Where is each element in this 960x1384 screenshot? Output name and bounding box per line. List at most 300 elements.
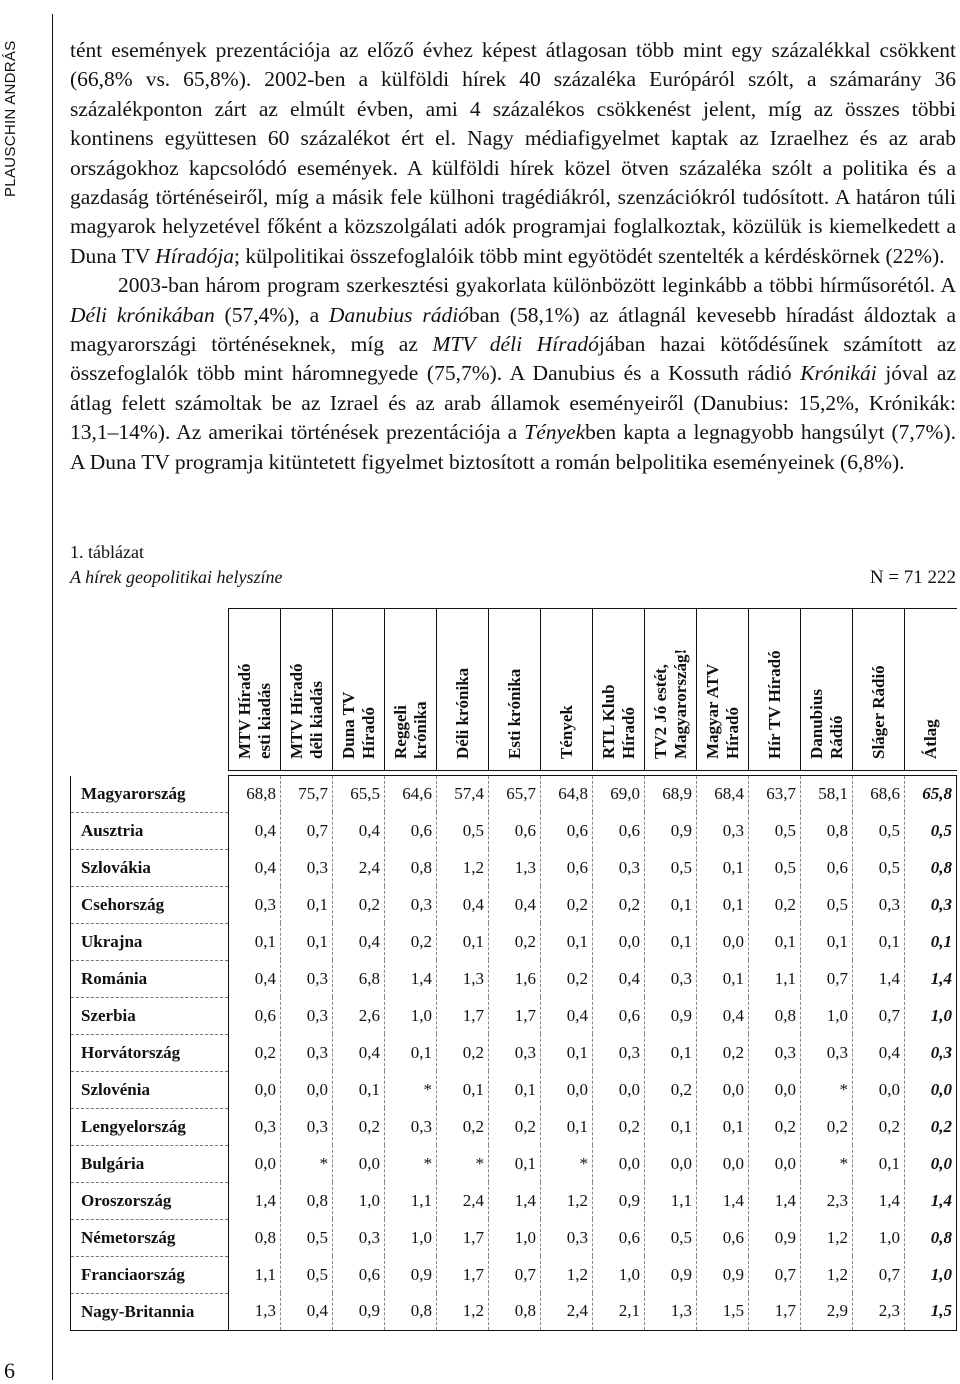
column-header-line: déli kiadás — [306, 681, 326, 759]
table-row — [71, 923, 957, 960]
value-cell: 2,6 — [333, 997, 385, 1034]
value-cell: 0,1 — [229, 923, 281, 960]
value-cell: 0,2 — [853, 1108, 905, 1145]
value-cell: 65,5 — [333, 776, 385, 813]
value-cell: * — [801, 1071, 853, 1108]
value-cell: 0,6 — [229, 997, 281, 1034]
country-cell: Horvátország — [71, 1034, 229, 1071]
value-cell: 0,7 — [489, 1256, 541, 1293]
column-header-line: TV2 Jó estét, — [650, 664, 670, 759]
value-cell: 0,9 — [645, 1256, 697, 1293]
value-cell: 0,3 — [385, 886, 437, 923]
value-cell: 0,7 — [749, 1256, 801, 1293]
value-cell: 0,1 — [541, 923, 593, 960]
value-cell: 1,2 — [541, 1256, 593, 1293]
value-cell: 1,1 — [229, 1256, 281, 1293]
value-cell: 0,4 — [281, 1293, 333, 1330]
value-cell: 0,0 — [645, 1145, 697, 1182]
value-cell: 0,0 — [697, 923, 749, 960]
column-header-label — [505, 609, 525, 759]
value-cell: 0,3 — [281, 997, 333, 1034]
column-header-label — [391, 609, 431, 759]
value-cell: 0,3 — [645, 960, 697, 997]
table-row — [71, 1256, 957, 1293]
column-header-line: Hír TV Híradó — [764, 650, 784, 759]
value-cell: * — [437, 1145, 489, 1182]
value-cell: 0,3 — [281, 849, 333, 886]
value-cell: * — [385, 1145, 437, 1182]
value-cell: 0,3 — [229, 1108, 281, 1145]
value-cell: 1,2 — [437, 849, 489, 886]
value-cell: 0,1 — [541, 1108, 593, 1145]
value-cell: 0,1 — [437, 923, 489, 960]
table-row — [71, 1182, 957, 1219]
value-cell: 68,9 — [645, 776, 697, 813]
country-cell: Nagy-Britannia — [71, 1293, 229, 1330]
column-header — [541, 609, 593, 771]
header-corner — [71, 609, 229, 771]
value-cell: 0,2 — [541, 886, 593, 923]
table-row — [71, 849, 957, 886]
table-row — [71, 1071, 957, 1108]
value-cell: 0,4 — [333, 1034, 385, 1071]
value-cell: 1,1 — [749, 960, 801, 997]
column-header — [437, 609, 489, 771]
value-cell: 0,2 — [801, 1108, 853, 1145]
value-cell: 0,1 — [697, 886, 749, 923]
value-cell: 0,5 — [749, 812, 801, 849]
value-cell: 0,2 — [229, 1034, 281, 1071]
value-cell: 0,5 — [853, 849, 905, 886]
value-cell: 0,9 — [645, 997, 697, 1034]
value-cell: 0,3 — [385, 1108, 437, 1145]
column-header-line: MTV Híradó — [286, 663, 306, 759]
value-cell: 0,8 — [489, 1293, 541, 1330]
column-header-label — [599, 609, 639, 759]
value-cell: 0,4 — [333, 923, 385, 960]
value-cell: 0,5 — [645, 849, 697, 886]
value-cell: 0,3 — [489, 1034, 541, 1071]
value-cell: 0,4 — [853, 1034, 905, 1071]
value-cell: 0,3 — [281, 960, 333, 997]
value-cell: 0,7 — [853, 1256, 905, 1293]
value-cell: 0,1 — [385, 1034, 437, 1071]
country-cell: Oroszország — [71, 1182, 229, 1219]
value-cell: 0,0 — [593, 1071, 645, 1108]
column-header-label — [651, 609, 691, 759]
column-header-label — [703, 609, 743, 759]
value-cell: 0,4 — [593, 960, 645, 997]
value-cell: 0,1 — [645, 1108, 697, 1145]
value-cell: 0,4 — [229, 849, 281, 886]
average-cell: 1,0 — [905, 1256, 957, 1293]
column-header-line: MTV Híradó — [234, 663, 254, 759]
value-cell: 63,7 — [749, 776, 801, 813]
value-cell: 1,7 — [437, 1256, 489, 1293]
country-cell: Magyarország — [71, 776, 229, 813]
column-header — [801, 609, 853, 771]
value-cell: 0,3 — [593, 1034, 645, 1071]
column-header-label — [453, 609, 473, 759]
country-cell: Románia — [71, 960, 229, 997]
value-cell: 0,9 — [645, 812, 697, 849]
value-cell: 0,1 — [437, 1071, 489, 1108]
value-cell: 0,0 — [697, 1071, 749, 1108]
country-cell: Franciaország — [71, 1256, 229, 1293]
value-cell: 0,2 — [489, 1108, 541, 1145]
column-header-label — [869, 609, 889, 759]
value-cell: 1,1 — [645, 1182, 697, 1219]
value-cell: 0,0 — [333, 1145, 385, 1182]
value-cell: 2,4 — [437, 1182, 489, 1219]
value-cell: 0,3 — [333, 1219, 385, 1256]
value-cell: 0,4 — [229, 960, 281, 997]
value-cell: 1,4 — [385, 960, 437, 997]
value-cell: 0,1 — [645, 923, 697, 960]
table-sample-size: N = 71 222 — [869, 567, 956, 588]
value-cell: 1,7 — [437, 997, 489, 1034]
value-cell: 0,5 — [801, 886, 853, 923]
value-cell: 0,2 — [333, 886, 385, 923]
column-header — [645, 609, 697, 771]
value-cell: 1,4 — [749, 1182, 801, 1219]
value-cell: 0,2 — [749, 1108, 801, 1145]
value-cell: 1,0 — [801, 997, 853, 1034]
value-cell: 0,5 — [281, 1219, 333, 1256]
value-cell: 0,6 — [333, 1256, 385, 1293]
value-cell: * — [541, 1145, 593, 1182]
column-header-line: Tények — [556, 705, 576, 759]
table-row — [71, 1034, 957, 1071]
value-cell: 1,3 — [489, 849, 541, 886]
average-cell: 0,8 — [905, 1219, 957, 1256]
value-cell: 1,7 — [749, 1293, 801, 1330]
value-cell: 65,7 — [489, 776, 541, 813]
value-cell: 1,0 — [489, 1219, 541, 1256]
value-cell: 0,2 — [645, 1071, 697, 1108]
column-header — [333, 609, 385, 771]
table-row — [71, 1145, 957, 1182]
table-row — [71, 1293, 957, 1330]
value-cell: 1,2 — [801, 1256, 853, 1293]
table-row — [71, 812, 957, 849]
value-cell: 0,1 — [749, 923, 801, 960]
value-cell: * — [801, 1145, 853, 1182]
value-cell: 0,4 — [229, 812, 281, 849]
value-cell: 68,8 — [229, 776, 281, 813]
column-header-label — [921, 609, 941, 759]
value-cell: 0,1 — [853, 1145, 905, 1182]
value-cell: 1,5 — [697, 1293, 749, 1330]
value-cell: 1,2 — [801, 1219, 853, 1256]
value-cell: 1,2 — [437, 1293, 489, 1330]
value-cell: 1,3 — [645, 1293, 697, 1330]
value-cell: 64,6 — [385, 776, 437, 813]
value-cell: 1,7 — [437, 1219, 489, 1256]
value-cell: * — [385, 1071, 437, 1108]
country-cell: Szerbia — [71, 997, 229, 1034]
average-cell: 0,0 — [905, 1145, 957, 1182]
table-header-row — [71, 609, 957, 771]
paragraph-1: tént események prezentációja az előző évhez képest átlagosan több mint egy százalékkal csökkent (66,8% vs. 65,8%). 2002-ben a külföldi hírek 40 százaléka Európáról szólt, a számarány 36 százalékponton zárt az elmúlt évben, ami 4 százalékos csökkenést jelent, míg az összes többi kontinens együttesen 60 százalékot ért el. Nagy médiafigyelmet kaptak az Izraelhez és az arab országokhoz kapcsolódó események. A külföldi hírek közel ötven százaléka szólt a politika és a gazdaság történéseiről, míg a másik fele külhoni tragédiákról, szenzációkról tudósított. A határon túli magyarok helyzetével főként a közszolgálati adók programjai foglalkoztak, közülük is kiemelkedett a Duna TV Híradója; külpolitikai összefoglalóik több mint egyötödét szentelték a kérdéskörnek (22%). — [70, 38, 956, 268]
value-cell: 0,8 — [801, 812, 853, 849]
value-cell: 0,2 — [333, 1108, 385, 1145]
column-header — [749, 609, 801, 771]
country-cell: Ukrajna — [71, 923, 229, 960]
value-cell: 0,8 — [385, 1293, 437, 1330]
value-cell: 0,0 — [593, 923, 645, 960]
value-cell: 0,6 — [593, 812, 645, 849]
value-cell: 0,4 — [437, 886, 489, 923]
value-cell: 0,5 — [749, 849, 801, 886]
value-cell: 0,1 — [697, 960, 749, 997]
column-header-line: Híradó — [722, 707, 742, 759]
value-cell: 0,0 — [593, 1145, 645, 1182]
average-cell: 65,8 — [905, 776, 957, 813]
value-cell: 0,3 — [697, 812, 749, 849]
value-cell: 6,8 — [333, 960, 385, 997]
value-cell: 0,1 — [333, 1071, 385, 1108]
average-cell: 1,4 — [905, 960, 957, 997]
value-cell: 0,7 — [801, 960, 853, 997]
value-cell: 0,8 — [281, 1182, 333, 1219]
value-cell: 0,6 — [593, 997, 645, 1034]
value-cell: 0,1 — [489, 1145, 541, 1182]
value-cell: 1,2 — [541, 1182, 593, 1219]
value-cell: 1,4 — [229, 1182, 281, 1219]
column-header-line: Híradó — [358, 707, 378, 759]
value-cell: 0,0 — [281, 1071, 333, 1108]
value-cell: 0,3 — [229, 886, 281, 923]
value-cell: 58,1 — [801, 776, 853, 813]
value-cell: 0,9 — [697, 1256, 749, 1293]
value-cell: 0,7 — [281, 812, 333, 849]
country-cell: Szlovákia — [71, 849, 229, 886]
value-cell: 0,1 — [645, 1034, 697, 1071]
average-cell: 0,3 — [905, 1034, 957, 1071]
column-header-line: Magyarország! — [670, 648, 690, 759]
column-header-label — [339, 609, 379, 759]
value-cell: 68,6 — [853, 776, 905, 813]
value-cell: 0,2 — [385, 923, 437, 960]
value-cell: 0,5 — [437, 812, 489, 849]
value-cell: 2,4 — [333, 849, 385, 886]
column-header — [281, 609, 333, 771]
value-cell: 2,4 — [541, 1293, 593, 1330]
column-header-label — [287, 609, 327, 759]
value-cell: 1,0 — [593, 1256, 645, 1293]
value-cell: 0,0 — [853, 1071, 905, 1108]
value-cell: 0,1 — [281, 923, 333, 960]
value-cell: 0,4 — [489, 886, 541, 923]
table-row — [71, 997, 957, 1034]
country-cell: Szlovénia — [71, 1071, 229, 1108]
average-cell: 0,8 — [905, 849, 957, 886]
value-cell: 1,3 — [229, 1293, 281, 1330]
average-cell: 0,5 — [905, 812, 957, 849]
value-cell: 0,1 — [697, 1108, 749, 1145]
column-header-line: Esti krónika — [504, 668, 524, 759]
value-cell: 0,4 — [697, 997, 749, 1034]
value-cell: * — [281, 1145, 333, 1182]
column-header-line: Reggeli — [390, 705, 410, 759]
value-cell: 0,0 — [229, 1071, 281, 1108]
country-cell: Ausztria — [71, 812, 229, 849]
value-cell: 68,4 — [697, 776, 749, 813]
average-cell: 0,2 — [905, 1108, 957, 1145]
geopolitical-table — [70, 608, 957, 1331]
value-cell: 0,6 — [697, 1219, 749, 1256]
value-cell: 2,3 — [853, 1293, 905, 1330]
value-cell: 0,1 — [489, 1071, 541, 1108]
value-cell: 0,3 — [541, 1219, 593, 1256]
column-header — [593, 609, 645, 771]
column-header-line: Híradó — [618, 707, 638, 759]
value-cell: 0,6 — [801, 849, 853, 886]
table-caption — [70, 540, 956, 590]
value-cell: 0,3 — [593, 849, 645, 886]
column-header-line: Sláger Rádió — [868, 665, 888, 759]
average-cell: 0,0 — [905, 1071, 957, 1108]
average-cell: 1,5 — [905, 1293, 957, 1330]
value-cell: 1,0 — [853, 1219, 905, 1256]
value-cell: 0,1 — [853, 923, 905, 960]
running-head: PLAUSCHIN ANDRÁS — [2, 40, 19, 197]
value-cell: 0,1 — [697, 849, 749, 886]
average-cell: 1,0 — [905, 997, 957, 1034]
value-cell: 0,3 — [853, 886, 905, 923]
column-header-label — [557, 609, 577, 759]
value-cell: 0,6 — [541, 812, 593, 849]
value-cell: 0,0 — [541, 1071, 593, 1108]
value-cell: 0,9 — [593, 1182, 645, 1219]
value-cell: 0,7 — [853, 997, 905, 1034]
value-cell: 0,5 — [645, 1219, 697, 1256]
country-cell: Csehország — [71, 886, 229, 923]
value-cell: 0,3 — [281, 1034, 333, 1071]
column-header — [853, 609, 905, 771]
value-cell: 2,3 — [801, 1182, 853, 1219]
column-header-line: esti kiadás — [254, 682, 274, 759]
body-text — [70, 36, 956, 477]
paragraph-2: 2003-ban három program szerkesztési gyakorlata különbözött leginkább a többi hírműsorétól. A Déli krónikában (57,4%), a Danubius rádióban (58,1%) az átlagnál kevesebb híradást áldoztak a magyarországi történéseknek, míg az MTV déli Híradójában hazai kötődésűnek számított az összefoglalók több mint háromnegyede (75,7%). A Danubius és a Kossuth rádió Krónikái jóval az átlag felett számoltak be az Izrael és az arab államok eseményeiről (Danubius: 15,2%, Krónikák: 13,1–14%). Az amerikai történések prezentációja a Tényekben kapta a legnagyobb hangsúlyt (7,7%). A Duna TV programja kitüntetett figyelmet biztosított a román belpolitika eseményeinek (6,8%). — [70, 273, 957, 474]
value-cell: 1,0 — [333, 1182, 385, 1219]
value-cell: 2,9 — [801, 1293, 853, 1330]
value-cell: 0,6 — [385, 812, 437, 849]
value-cell: 0,8 — [229, 1219, 281, 1256]
table-row — [71, 1108, 957, 1145]
value-cell: 0,3 — [801, 1034, 853, 1071]
column-header — [905, 609, 957, 771]
table-title: A hírek geopolitikai helyszíne — [70, 567, 283, 587]
value-cell: 0,0 — [697, 1145, 749, 1182]
value-cell: 0,6 — [541, 849, 593, 886]
value-cell: 1,1 — [385, 1182, 437, 1219]
table-row — [71, 960, 957, 997]
value-cell: 0,6 — [593, 1219, 645, 1256]
value-cell: 0,1 — [281, 886, 333, 923]
value-cell: 1,4 — [853, 960, 905, 997]
value-cell: 0,9 — [749, 1219, 801, 1256]
column-header — [697, 609, 749, 771]
value-cell: 1,4 — [489, 1182, 541, 1219]
value-cell: 0,3 — [749, 1034, 801, 1071]
column-header-line: Rádió — [826, 715, 846, 759]
value-cell: 0,2 — [593, 886, 645, 923]
page-number: 6 — [4, 1358, 15, 1383]
value-cell: 0,2 — [437, 1034, 489, 1071]
table-row — [71, 776, 957, 813]
column-header-line: Átlag — [920, 719, 940, 759]
column-header-label — [235, 609, 275, 759]
value-cell: 0,2 — [437, 1108, 489, 1145]
column-header-label — [807, 609, 847, 759]
value-cell: 1,0 — [385, 1219, 437, 1256]
value-cell: 0,1 — [541, 1034, 593, 1071]
column-header-line: Déli krónika — [452, 667, 472, 759]
value-cell: 0,2 — [697, 1034, 749, 1071]
column-header-line: krónika — [410, 701, 430, 759]
column-header — [385, 609, 437, 771]
value-cell: 0,6 — [489, 812, 541, 849]
value-cell: 64,8 — [541, 776, 593, 813]
value-cell: 0,2 — [489, 923, 541, 960]
value-cell: 2,1 — [593, 1293, 645, 1330]
value-cell: 0,4 — [333, 812, 385, 849]
value-cell: 1,4 — [697, 1182, 749, 1219]
value-cell: 0,8 — [749, 997, 801, 1034]
value-cell: 0,0 — [749, 1071, 801, 1108]
table-row — [71, 886, 957, 923]
table-row — [71, 1219, 957, 1256]
column-header-label — [765, 609, 785, 759]
column-header-line: Magyar ATV — [702, 663, 722, 759]
average-cell: 0,3 — [905, 886, 957, 923]
country-cell: Lengyelország — [71, 1108, 229, 1145]
value-cell: 1,6 — [489, 960, 541, 997]
column-header — [489, 609, 541, 771]
value-cell: 1,7 — [489, 997, 541, 1034]
value-cell: 0,5 — [281, 1256, 333, 1293]
value-cell: 0,8 — [385, 849, 437, 886]
value-cell: 57,4 — [437, 776, 489, 813]
table-number: 1. táblázat — [70, 542, 144, 562]
value-cell: 0,2 — [593, 1108, 645, 1145]
margin-rule — [52, 14, 53, 1380]
column-header-line: RTL Klub — [598, 684, 618, 759]
average-cell: 0,1 — [905, 923, 957, 960]
value-cell: 0,2 — [749, 886, 801, 923]
value-cell: 75,7 — [281, 776, 333, 813]
value-cell: 0,0 — [229, 1145, 281, 1182]
column-header — [229, 609, 281, 771]
value-cell: 0,9 — [333, 1293, 385, 1330]
column-header-line: Danubius — [806, 689, 826, 759]
value-cell: 0,3 — [281, 1108, 333, 1145]
value-cell: 0,1 — [801, 923, 853, 960]
value-cell: 69,0 — [593, 776, 645, 813]
value-cell: 1,3 — [437, 960, 489, 997]
country-cell: Németország — [71, 1219, 229, 1256]
value-cell: 0,2 — [541, 960, 593, 997]
value-cell: 1,0 — [385, 997, 437, 1034]
value-cell: 1,4 — [853, 1182, 905, 1219]
value-cell: 0,4 — [541, 997, 593, 1034]
column-header-line: Duna TV — [338, 691, 358, 759]
value-cell: 0,1 — [645, 886, 697, 923]
country-cell: Bulgária — [71, 1145, 229, 1182]
value-cell: 0,9 — [385, 1256, 437, 1293]
